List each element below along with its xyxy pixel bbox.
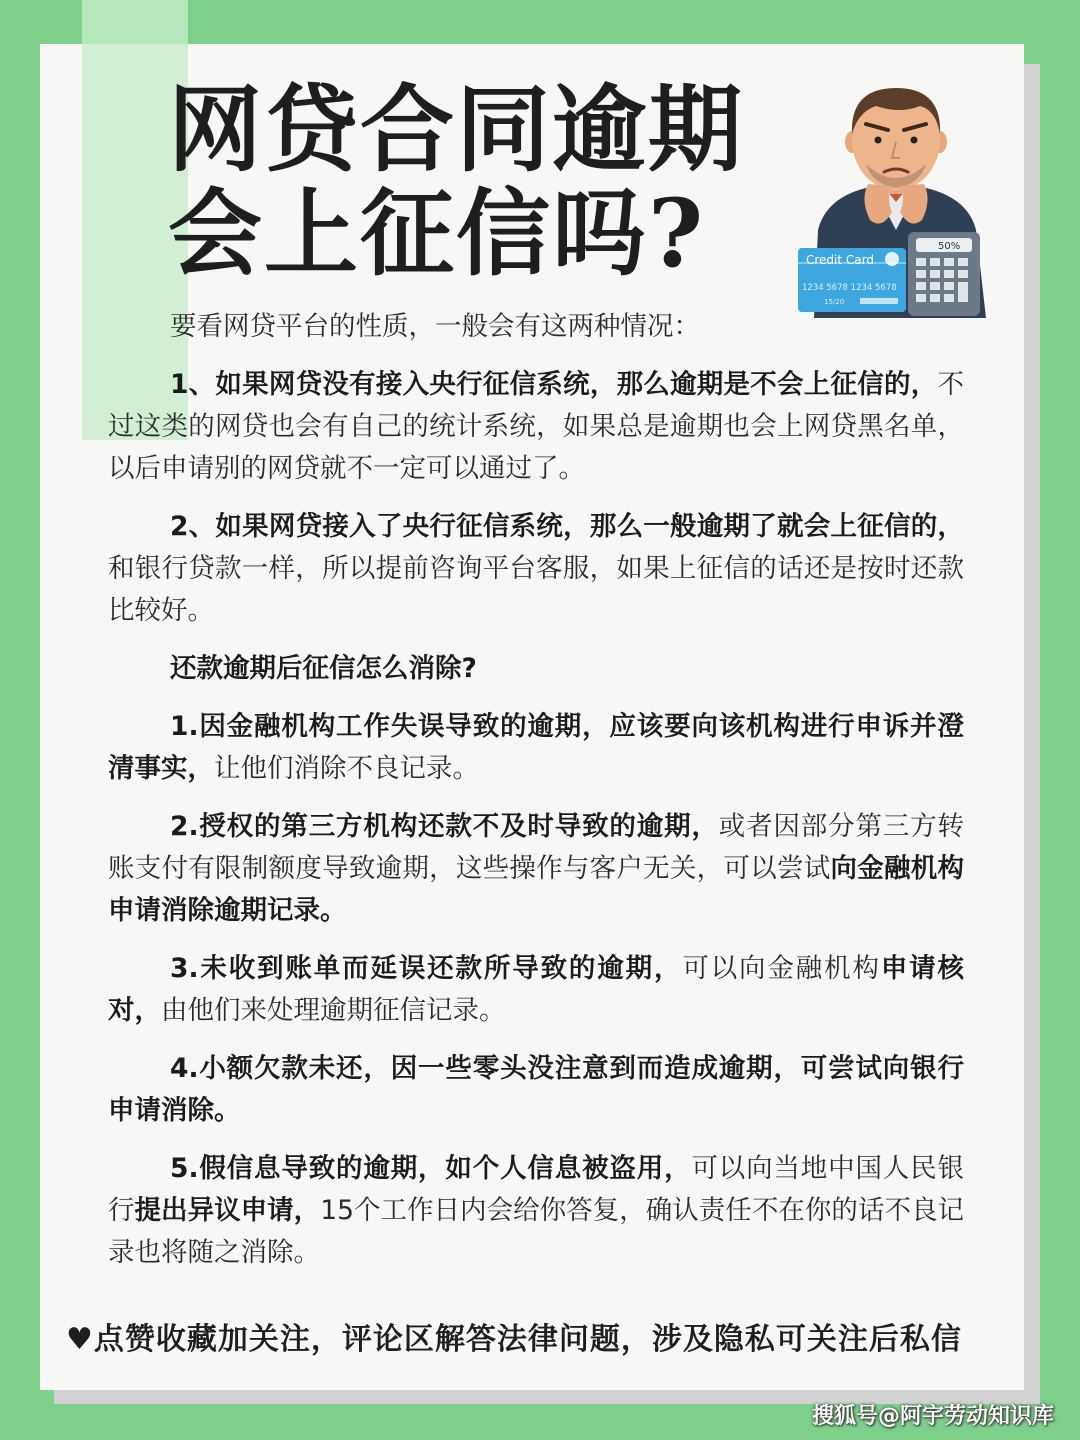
page-title — [168, 75, 745, 289]
method-1: 1.因金融机构工作失误导致的逾期，应该要向该机构进行申诉并澄清事实，让他们消除不良记录。 — [108, 711, 964, 784]
case-2-bold: 2、如果网贷接入了央行征信系统，那么一般逾期了就会上征信的， — [170, 511, 964, 542]
title-line-2: 会上征信吗? — [168, 179, 706, 289]
method-5: 5.假信息导致的逾期，如个人信息被盗用，可以向当地中国人民银行提出异议申请，15个工作日内会给你答复，确认责任不在你的话不良记录也将随之消除。 — [108, 1153, 965, 1268]
case-paragraph-1 — [108, 364, 964, 490]
case-2-text: 和银行贷款一样，所以提前咨询平台客服，如果上征信的话还是按时还款比较好。 — [108, 553, 964, 626]
method-2: 2.授权的第三方机构还款不及时导致的逾期，或者因部分第三方转账支付有限制额度导致逾期，这些操作与客户无关，可以尝试向金融机构申请消除逾期记录。 — [108, 811, 965, 926]
article-body — [108, 306, 964, 1290]
svg-text:Credit Card: Credit Card — [806, 253, 874, 267]
subheading: 还款逾期后征信怎么消除? — [170, 653, 477, 684]
svg-text:15/20: 15/20 — [824, 298, 845, 306]
case-1-bold: 1、如果网贷没有接入央行征信系统，那么逾期是不会上征信的， — [170, 369, 938, 400]
case-paragraph-2 — [108, 506, 964, 632]
calculator-icon — [908, 232, 980, 316]
title-line-1: 网贷合同逾期 — [168, 75, 745, 185]
intro-text: 要看网贷平台的性质，一般会有这两种情况： — [170, 311, 700, 342]
footer-call-to-action: ♥点赞收藏加关注，评论区解答法律问题，涉及隐私可关注后私信 — [66, 1322, 962, 1357]
case-1-text: 不过这类的网贷也会有自己的统计系统，如果总是逾期也会上网贷黑名单，以后申请别的网贷就不一定可以通过了。 — [108, 369, 964, 484]
svg-text:1234 5678 1234 5678: 1234 5678 1234 5678 — [802, 283, 897, 293]
method-3: 3.未收到账单而延误还款所导致的逾期，可以向金融机构申请核对，由他们来处理逾期征信记录。 — [108, 953, 965, 1026]
worried-man-illustration — [796, 80, 996, 318]
source-watermark: 搜狐号@阿宇劳动知识库 — [811, 1404, 1054, 1429]
credit-card-icon — [798, 248, 906, 312]
svg-text:50%: 50% — [938, 241, 961, 252]
method-4: 4.小额欠款未还，因一些零头没注意到而造成逾期，可尝试向银行申请消除。 — [108, 1053, 964, 1126]
